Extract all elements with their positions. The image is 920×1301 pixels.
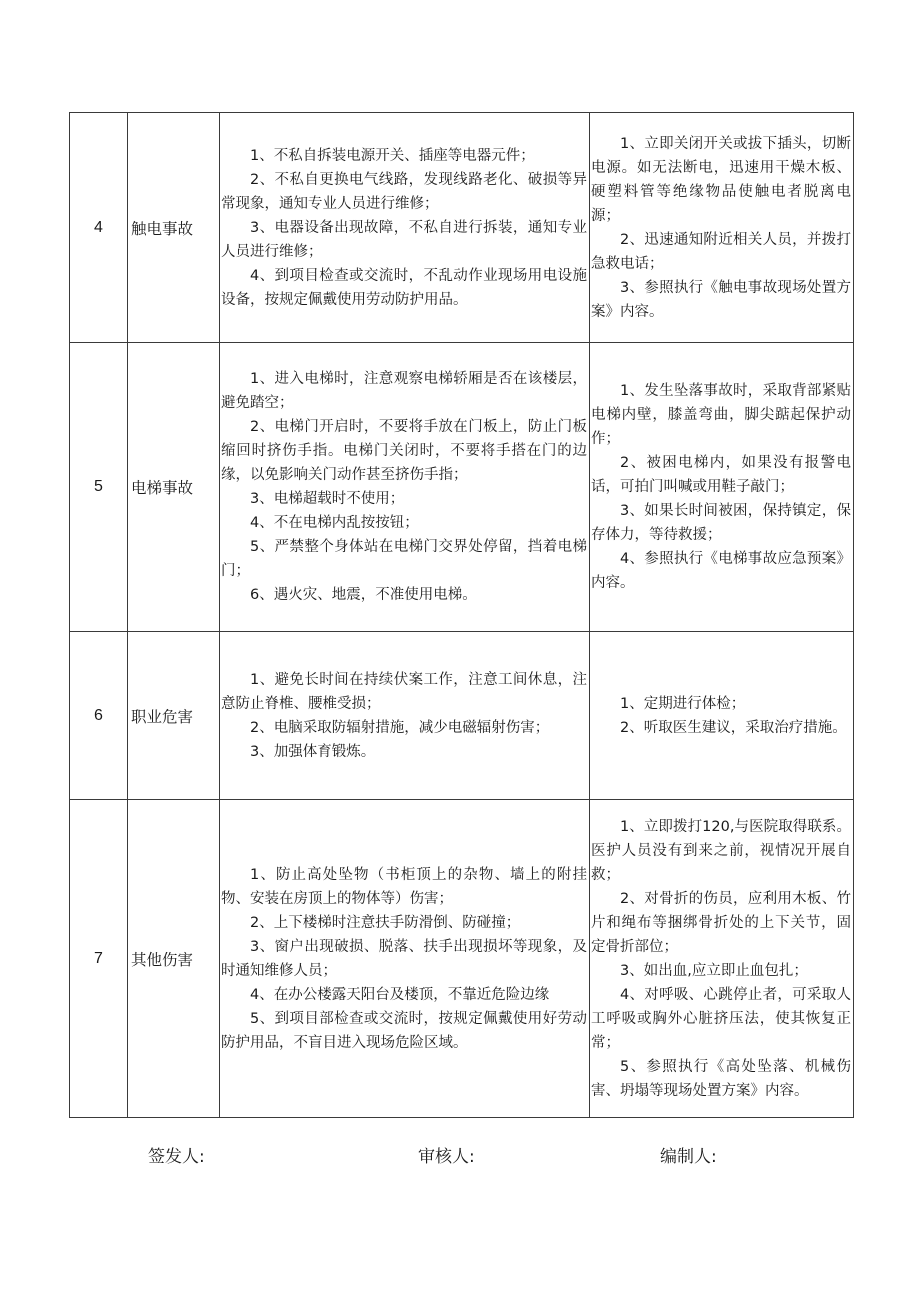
- prevention-measures: [220, 632, 590, 800]
- row-number: 5: [70, 343, 128, 632]
- table-row: [70, 343, 854, 632]
- response-line: 1、发生坠落事故时，采取背部紧贴电梯内壁，膝盖弯曲，脚尖踮起保护动作；: [591, 383, 851, 447]
- measure-line: 2、不私自更换电气线路，发现线路老化、破损等异常现象，通知专业人员进行维修；: [221, 171, 587, 212]
- response-line: 2、被困电梯内，如果没有报警电话，可拍门叫喊或用鞋子敲门；: [591, 455, 851, 495]
- response-line: 4、参照执行《电梯事故应急预案》内容。: [591, 551, 851, 591]
- table-row: [70, 632, 854, 800]
- measure-line: 4、不在电梯内乱按按钮；: [250, 515, 419, 531]
- response-line: 3、如果长时间被困，保持镇定，保存体力，等待救援；: [591, 503, 851, 543]
- emergency-response: [590, 343, 854, 632]
- measure-line: 2、上下楼梯时注意扶手防滑倒、防碰撞；: [250, 914, 521, 931]
- response-line: 1、定期进行体检；: [620, 695, 746, 712]
- measure-line: 3、电器设备出现故障，不私自进行拆装，通知专业人员进行维修；: [221, 219, 587, 260]
- row-number: 4: [70, 113, 128, 343]
- measure-line: 6、遇火灾、地震，不准使用电梯。: [250, 587, 477, 603]
- accident-category: 电梯事故: [128, 343, 220, 632]
- prevention-measures: [220, 800, 590, 1118]
- response-line: 2、迅速通知附近相关人员，并拨打急救电话；: [591, 231, 851, 272]
- response-line: 2、对骨折的伤员，应利用木板、竹片和绳布等捆绑骨折处的上下关节，固定骨折部位；: [591, 890, 851, 955]
- reviewer-label: 审核人:: [418, 1147, 475, 1167]
- table-row: [70, 113, 854, 343]
- measure-line: 5、到项目部检查或交流时，按规定佩戴使用好劳动防护用品，不盲目进入现场危险区域。: [221, 1010, 587, 1051]
- row-number: 6: [70, 632, 128, 800]
- response-line: 3、如出血,应立即止血包扎；: [620, 962, 808, 979]
- response-line: 2、听取医生建议，采取治疗措施。: [620, 719, 847, 736]
- prevention-measures: [220, 343, 590, 632]
- measure-line: 4、到项目检查或交流时，不乱动作业现场用电设施设备，按规定佩戴使用劳动防护用品。: [221, 267, 587, 308]
- measure-line: 3、加强体育锻炼。: [250, 743, 376, 760]
- measure-line: 1、不私自拆装电源开关、插座等电器元件；: [250, 147, 535, 164]
- editor-label: 编制人:: [660, 1147, 717, 1167]
- table-body: [70, 113, 854, 1118]
- measure-line: 1、避免长时间在持续伏案工作，注意工间休息，注意防止脊椎、腰椎受损；: [221, 671, 587, 712]
- table-row: [70, 800, 854, 1118]
- prevention-measures: [220, 113, 590, 343]
- emergency-response: [590, 800, 854, 1118]
- measure-line: 4、在办公楼露天阳台及楼顶，不靠近危险边缘: [250, 986, 550, 1003]
- row-number: 7: [70, 800, 128, 1118]
- response-line: 3、参照执行《触电事故现场处置方案》内容。: [591, 279, 851, 320]
- measure-line: 5、严禁整个身体站在电梯门交界处停留，挡着电梯门；: [221, 539, 587, 579]
- response-line: 4、对呼吸、心跳停止者，可采取人工呼吸或胸外心脏挤压法，使其恢复正常；: [591, 986, 851, 1051]
- accident-category: 职业危害: [128, 632, 220, 800]
- measure-line: 2、电脑采取防辐射措施，减少电磁辐射伤害；: [250, 719, 550, 736]
- emergency-response: [590, 632, 854, 800]
- accident-category: 其他伤害: [128, 800, 220, 1118]
- issuer-label: 签发人:: [148, 1147, 205, 1167]
- measure-line: 2、电梯门开启时，不要将手放在门板上，防止门板缩回时挤伤手指。电梯门关闭时，不要将手搭在门的边缘，以免影响关门动作甚至挤伤手指；: [221, 419, 587, 483]
- measure-line: 3、电梯超载时不使用；: [250, 491, 405, 507]
- response-line: 1、立即关闭开关或拔下插头，切断电源。如无法断电，迅速用干燥木板、硬塑料管等绝缘物品使触电者脱离电源；: [591, 135, 851, 224]
- accident-category: 触电事故: [128, 113, 220, 343]
- safety-measures-table: [69, 112, 854, 1118]
- measure-line: 3、窗户出现破损、脱落、扶手出现损坏等现象，及时通知维修人员；: [221, 938, 587, 979]
- response-line: 5、参照执行《高处坠落、机械伤害、坍塌等现场处置方案》内容。: [591, 1058, 851, 1099]
- measure-line: 1、进入电梯时，注意观察电梯轿厢是否在该楼层，避免踏空；: [221, 371, 587, 411]
- response-line: 1、立即拨打120,与医院取得联系。医护人员没有到来之前，视情况开展自救；: [591, 818, 851, 883]
- measure-line: 1、防止高处坠物（书柜顶上的杂物、墙上的附挂物、安装在房顶上的物体等）伤害；: [221, 866, 587, 907]
- emergency-response: [590, 113, 854, 343]
